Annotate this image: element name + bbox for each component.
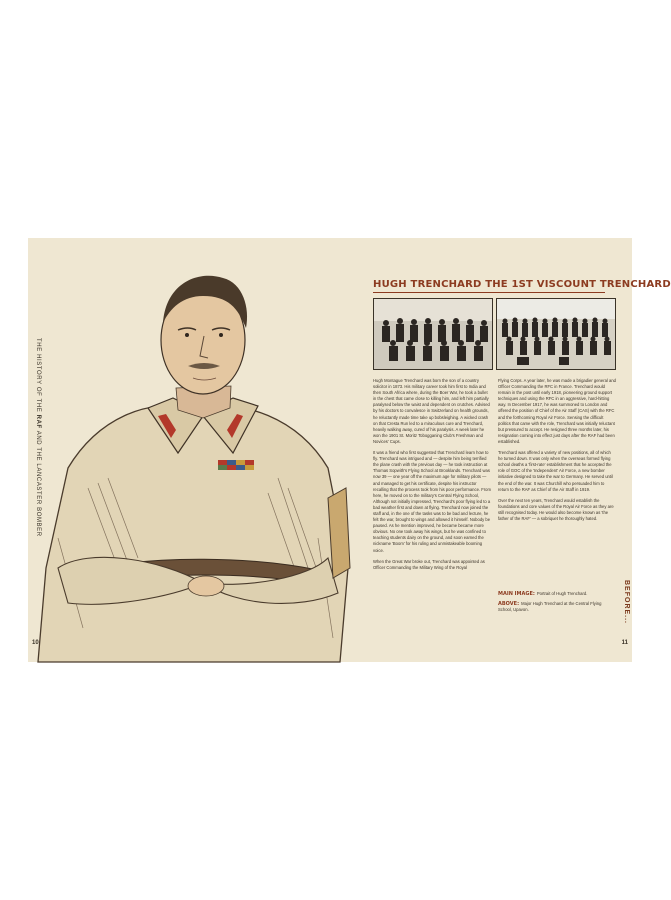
spine-text: THE HISTORY OF THE RAF AND THE LANCASTER BOMBER <box>35 338 41 537</box>
article-column-left <box>373 378 491 576</box>
caption-label: ABOVE: <box>498 601 520 607</box>
caption-main <box>498 591 616 597</box>
page-number-left: 10 <box>32 640 39 646</box>
group-photo-right <box>496 298 616 370</box>
group-photo-left <box>373 298 493 370</box>
medal-ribbons <box>218 460 254 470</box>
paragraph: When the Great War broke out, Trenchard was appointed as Officer Commanding the Military Wing of the Royal <box>373 558 485 570</box>
article-title: HUGH TRENCHARD THE 1ST VISCOUNT TRENCHARD <box>373 279 605 293</box>
paragraph: Hugh Montague Trenchard was born the son of a country solicitor in 1873. His military career took him first to India and then South Africa where, during the Boer War, he took a bullet in the chest that came close to killing him, and left him partially paralysed below the waist and dependent on crutches. Advised by his doctors to convalesce in Switzerland on health grounds, he reluctantly made time take up bobsleighing. A wicked crash on that Cresta Run led to a miraculous cure and Trenchard, heavily walking away, cured of his paralysis. A week later he won the 1901 St. Moritz Tobogganing Club's Freshman and Novices' Cups. <box>373 378 490 444</box>
caption-text: Portrait of Hugh Trenchard. <box>536 591 588 596</box>
article-column-right <box>498 378 616 527</box>
caption-text: Major Hugh Trenchard at the Central Flying School, Upavon. <box>498 601 602 612</box>
paragraph: Trenchard was offered a variety of new positions, all of which he turned down. It was only when the overseas formed flying school deaths a 'first-rate' establishment that he accepted the role of GOC of the 'Independent' Air Force, a new bomber initiative designed to take the war to Germany. He served until the end of the war. It was Churchill who persuaded him to return to the RAF as Chief of the Air Staff in 1919. <box>498 450 613 492</box>
book-spread <box>28 238 671 662</box>
section-tab: BEFORE... <box>623 580 630 625</box>
caption-above <box>498 601 616 613</box>
image-captions <box>498 591 616 617</box>
page-number-right: 11 <box>621 640 628 646</box>
portrait-illustration <box>28 238 358 662</box>
paragraph: Over the next ten years, Trenchard would establish the foundations and core values of the Royal Air Force as they are still recognised today. He would also become known as 'the father of the RAF' — a sobriquet he thoroughly hated. <box>498 497 614 521</box>
caption-label: MAIN IMAGE: <box>498 591 535 597</box>
paragraph: It was a friend who first suggested that Trenchard learn how to fly. Trenchard was intrigued and — despite him being terrified the plane crash with the previous day — he took instruction at Thomas Sopwith's Flying School at Brooklands. Trenchard was now 39 — one year off the maximum age for military pilots — and managed to get his certificate, despite his instructor recalling that the process took from his poor performance. From here, he moved on to the military's Central Flying School, Although not initially impressed, Trenchard's poor flying led to a bad weather first and down at flying. Trenchard now joined the staff and, in the one of the tasks was to be bad and lecture, he felt the war, brought to wings and allowed it himself. Nobody be paused. As he mention improved, he became became more obvious. No one took away his wings, but he was confined to teaching students dairy on the ground, and soon earned the nickname 'Boom' for his ruling and unmistakeable booming voice. <box>373 450 491 553</box>
paragraph: Flying Corps. A year later, he was made a brigadier general and Officer Commanding the RFC in France. Trenchard would remain in the post until early 1918, pioneering ground support techniques and using the RFC in an aggressive, hard-hitting way. In December 1917, he was summoned to London and offered the position of Chief of the Air Staff (CAS) with the RFC and the forthcoming Royal Air Force. Sensing the difficult politics that came with the role, Trenchard was initially reluctant but pressured to accept. He resigned three months later, his resignation coming into effect just days after the RAF had been established. <box>498 378 617 444</box>
